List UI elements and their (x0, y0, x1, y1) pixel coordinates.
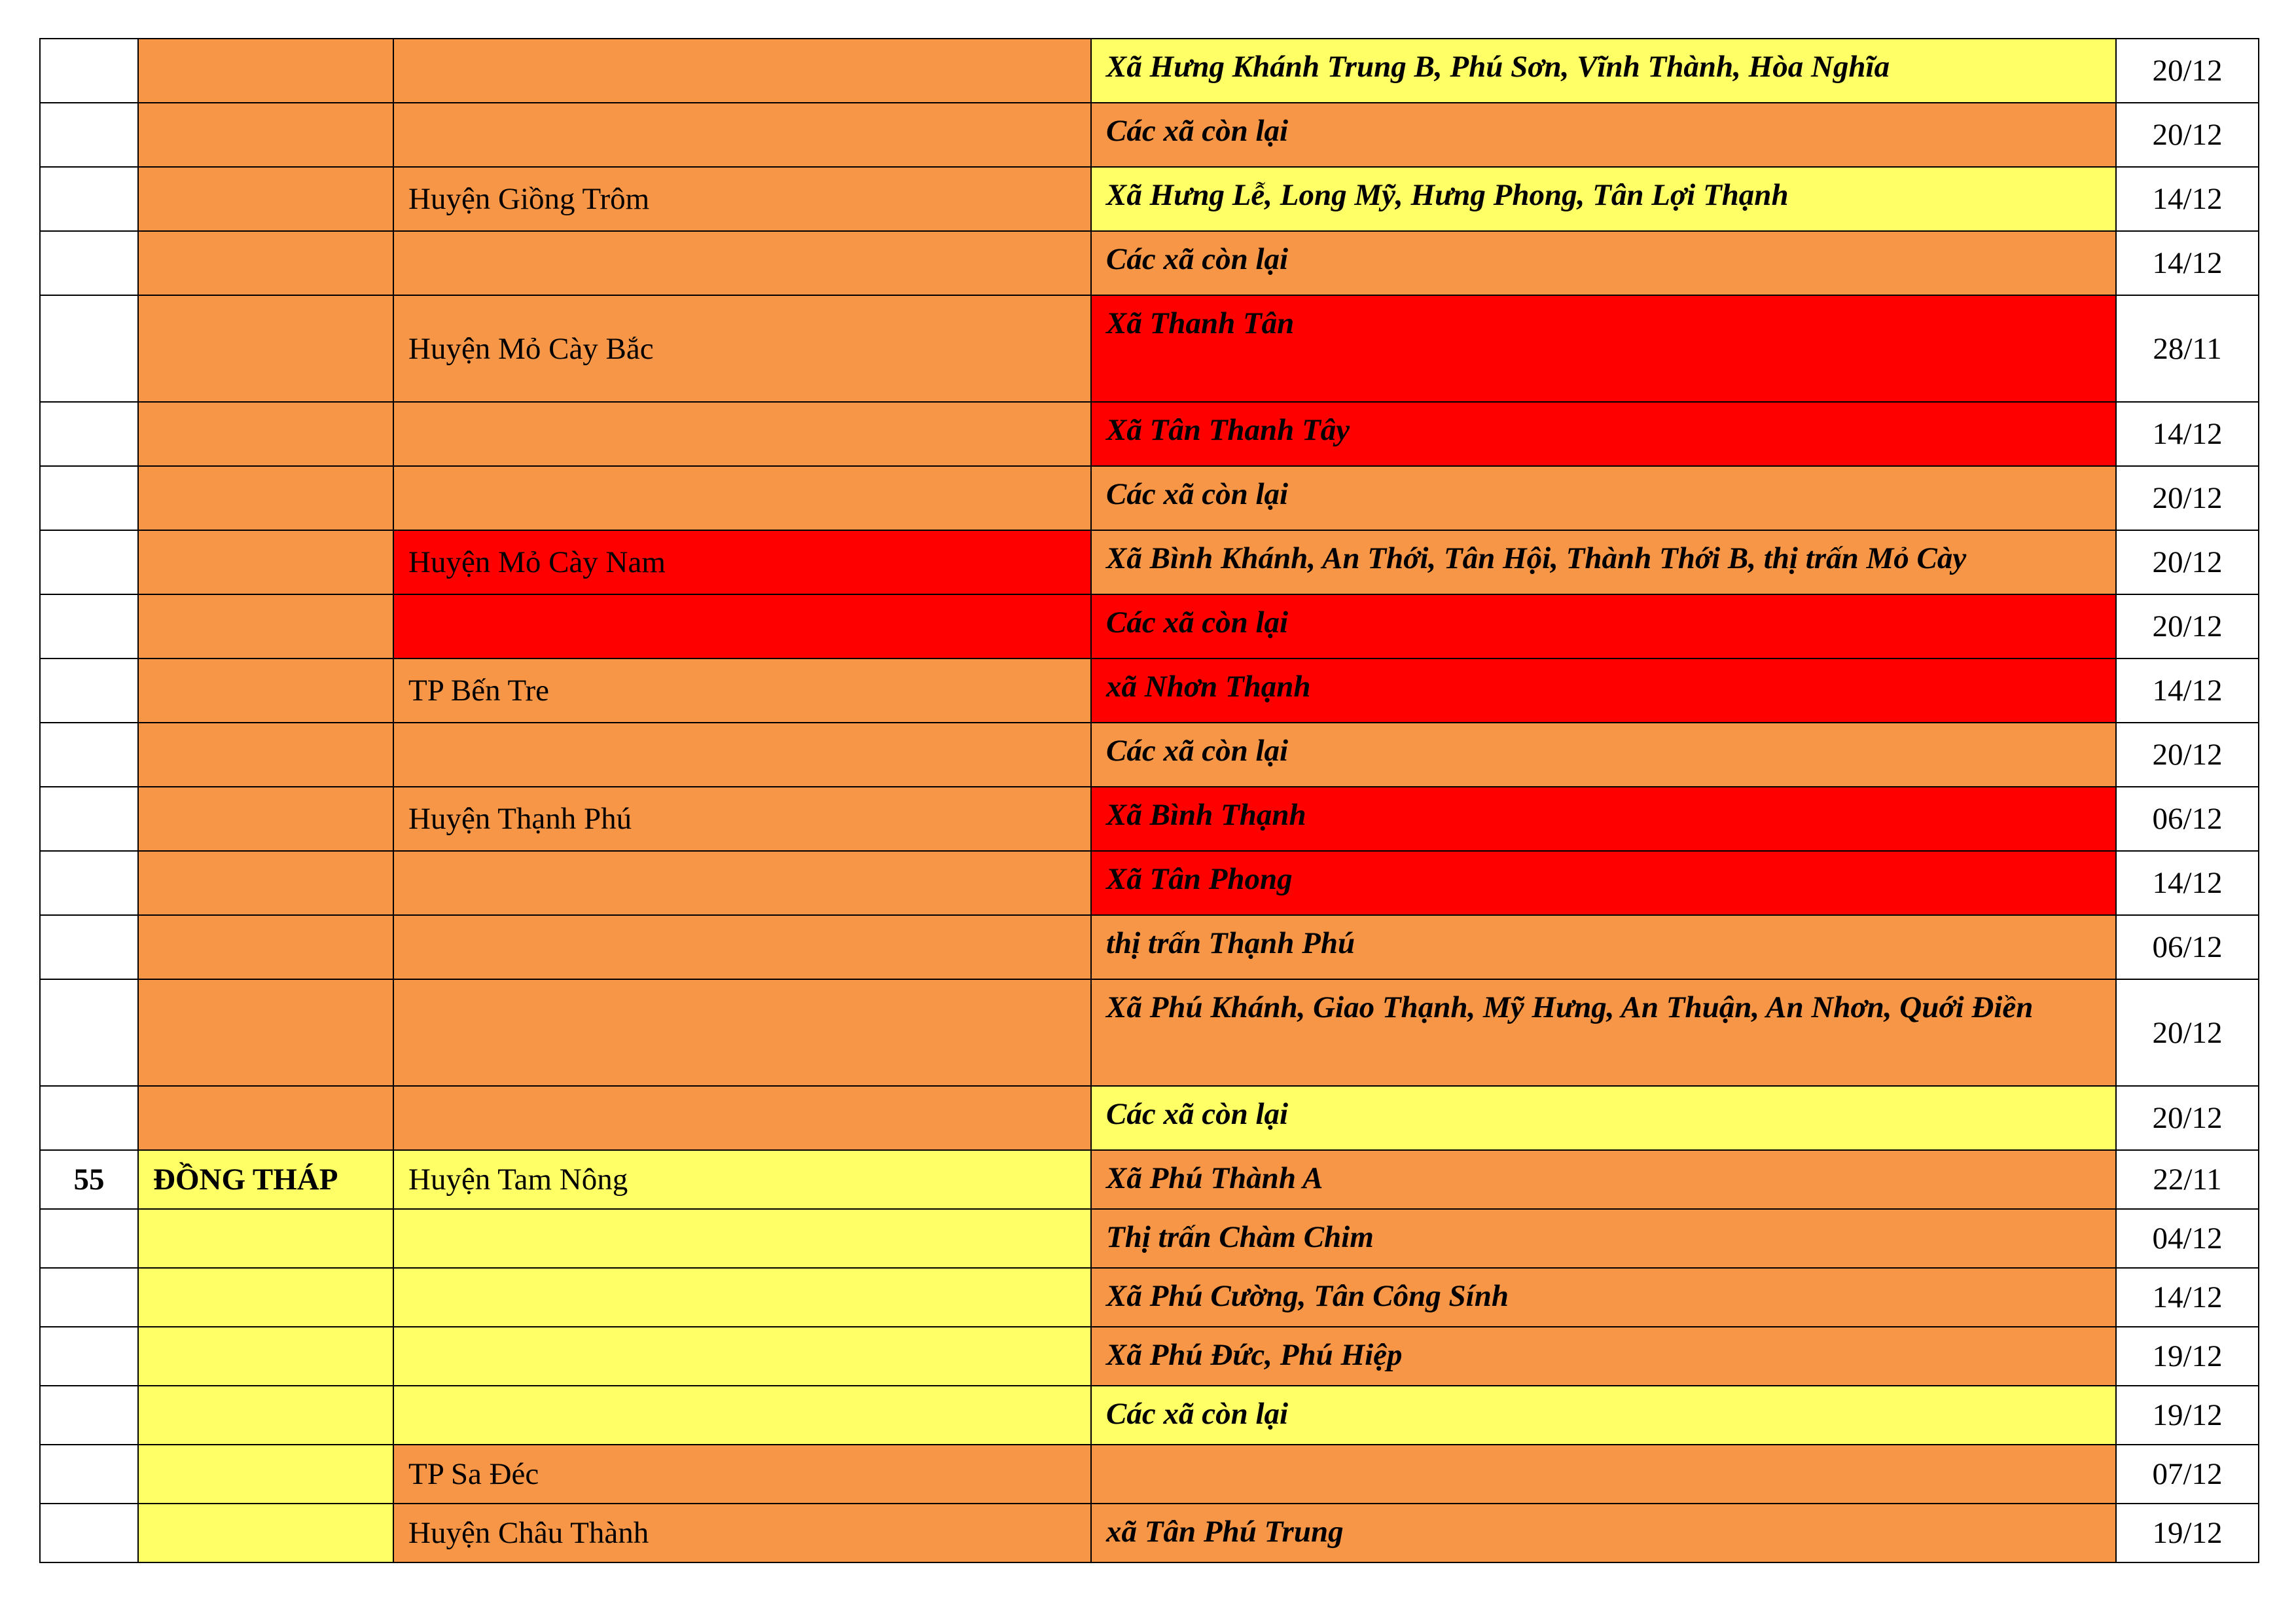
row-number (40, 103, 138, 167)
row-number (40, 1504, 138, 1562)
commune-schedule-table (39, 38, 2259, 1563)
row-number (40, 1327, 138, 1386)
date-cell: 19/12 (2116, 1327, 2259, 1386)
row-number (40, 851, 138, 915)
commune-cell: Xã Tân Phong (1091, 851, 2116, 915)
province-cell (138, 787, 393, 851)
province-cell (138, 402, 393, 466)
province-cell (138, 1268, 393, 1327)
district-cell (393, 723, 1091, 787)
date-cell: 14/12 (2116, 851, 2259, 915)
table-row (40, 231, 2259, 295)
date-cell: 14/12 (2116, 659, 2259, 723)
table-row (40, 1504, 2259, 1562)
province-cell (138, 1327, 393, 1386)
district-cell (393, 466, 1091, 530)
district-cell: Huyện Mỏ Cày Bắc (393, 295, 1091, 402)
province-cell (138, 659, 393, 723)
row-number (40, 915, 138, 979)
district-cell (393, 1086, 1091, 1150)
row-number (40, 594, 138, 659)
commune-cell: Xã Bình Khánh, An Thới, Tân Hội, Thành Thới B, thị trấn Mỏ Cày (1091, 530, 2116, 594)
date-cell: 20/12 (2116, 466, 2259, 530)
table-row (40, 787, 2259, 851)
district-cell (393, 402, 1091, 466)
province-cell (138, 39, 393, 103)
date-cell: 04/12 (2116, 1209, 2259, 1268)
commune-cell: Xã Phú Đức, Phú Hiệp (1091, 1327, 2116, 1386)
table-row (40, 1209, 2259, 1268)
date-cell: 07/12 (2116, 1445, 2259, 1504)
table-row (40, 1386, 2259, 1445)
commune-cell: Các xã còn lại (1091, 1386, 2116, 1445)
commune-cell: Xã Hưng Lễ, Long Mỹ, Hưng Phong, Tân Lợi Thạnh (1091, 167, 2116, 231)
date-cell: 28/11 (2116, 295, 2259, 402)
district-cell: Huyện Giồng Trôm (393, 167, 1091, 231)
row-number: 55 (40, 1150, 138, 1209)
province-cell (138, 915, 393, 979)
province-cell (138, 231, 393, 295)
row-number (40, 1209, 138, 1268)
commune-cell: thị trấn Thạnh Phú (1091, 915, 2116, 979)
district-cell (393, 1386, 1091, 1445)
district-cell (393, 1327, 1091, 1386)
province-cell (138, 103, 393, 167)
table-row (40, 402, 2259, 466)
table-row (40, 979, 2259, 1086)
row-number (40, 659, 138, 723)
row-number (40, 466, 138, 530)
document-page (39, 38, 2258, 1563)
district-cell: Huyện Thạnh Phú (393, 787, 1091, 851)
commune-cell: Xã Thanh Tân (1091, 295, 2116, 402)
commune-cell: Các xã còn lại (1091, 103, 2116, 167)
commune-cell: xã Nhơn Thạnh (1091, 659, 2116, 723)
province-cell (138, 851, 393, 915)
district-cell: Huyện Mỏ Cày Nam (393, 530, 1091, 594)
province-cell (138, 979, 393, 1086)
commune-cell: xã Tân Phú Trung (1091, 1504, 2116, 1562)
table-row (40, 659, 2259, 723)
commune-cell: Các xã còn lại (1091, 231, 2116, 295)
commune-cell: Xã Tân Thanh Tây (1091, 402, 2116, 466)
table-row (40, 1150, 2259, 1209)
date-cell: 14/12 (2116, 167, 2259, 231)
row-number (40, 231, 138, 295)
row-number (40, 1386, 138, 1445)
commune-cell: Xã Bình Thạnh (1091, 787, 2116, 851)
province-cell (138, 723, 393, 787)
date-cell: 06/12 (2116, 915, 2259, 979)
district-cell: TP Bến Tre (393, 659, 1091, 723)
province-cell (138, 530, 393, 594)
province-cell (138, 1504, 393, 1562)
date-cell: 19/12 (2116, 1504, 2259, 1562)
commune-cell: Xã Phú Khánh, Giao Thạnh, Mỹ Hưng, An Thuận, An Nhơn, Quới Điền (1091, 979, 2116, 1086)
commune-cell: Thị trấn Chàm Chim (1091, 1209, 2116, 1268)
date-cell: 20/12 (2116, 1086, 2259, 1150)
date-cell: 22/11 (2116, 1150, 2259, 1209)
province-cell (138, 295, 393, 402)
table-row (40, 103, 2259, 167)
row-number (40, 1268, 138, 1327)
date-cell: 20/12 (2116, 723, 2259, 787)
date-cell: 20/12 (2116, 39, 2259, 103)
district-cell: Huyện Tam Nông (393, 1150, 1091, 1209)
table-row (40, 1327, 2259, 1386)
row-number (40, 402, 138, 466)
district-cell (393, 1209, 1091, 1268)
commune-cell: Các xã còn lại (1091, 723, 2116, 787)
province-cell (138, 1209, 393, 1268)
date-cell: 14/12 (2116, 1268, 2259, 1327)
date-cell: 19/12 (2116, 1386, 2259, 1445)
row-number (40, 1086, 138, 1150)
table-row (40, 594, 2259, 659)
row-number (40, 295, 138, 402)
table-row (40, 1268, 2259, 1327)
commune-cell: Xã Phú Cường, Tân Công Sính (1091, 1268, 2116, 1327)
date-cell: 06/12 (2116, 787, 2259, 851)
district-cell: TP Sa Đéc (393, 1445, 1091, 1504)
table-row (40, 39, 2259, 103)
row-number (40, 723, 138, 787)
district-cell (393, 915, 1091, 979)
table-row (40, 295, 2259, 402)
district-cell (393, 231, 1091, 295)
date-cell: 20/12 (2116, 594, 2259, 659)
date-cell: 20/12 (2116, 103, 2259, 167)
commune-cell: Xã Hưng Khánh Trung B, Phú Sơn, Vĩnh Thành, Hòa Nghĩa (1091, 39, 2116, 103)
commune-cell: Các xã còn lại (1091, 466, 2116, 530)
district-cell (393, 103, 1091, 167)
district-cell: Huyện Châu Thành (393, 1504, 1091, 1562)
province-cell (138, 167, 393, 231)
district-cell (393, 1268, 1091, 1327)
district-cell (393, 594, 1091, 659)
table-row (40, 1086, 2259, 1150)
row-number (40, 167, 138, 231)
commune-cell: Các xã còn lại (1091, 594, 2116, 659)
row-number (40, 39, 138, 103)
commune-cell: Xã Phú Thành A (1091, 1150, 2116, 1209)
district-cell (393, 39, 1091, 103)
table-body (40, 39, 2259, 1562)
province-cell: ĐỒNG THÁP (138, 1150, 393, 1209)
province-cell (138, 1386, 393, 1445)
table-row (40, 530, 2259, 594)
province-cell (138, 466, 393, 530)
date-cell: 14/12 (2116, 231, 2259, 295)
commune-cell (1091, 1445, 2116, 1504)
row-number (40, 1445, 138, 1504)
table-row (40, 851, 2259, 915)
date-cell: 20/12 (2116, 979, 2259, 1086)
province-cell (138, 594, 393, 659)
table-row (40, 466, 2259, 530)
province-cell (138, 1086, 393, 1150)
row-number (40, 530, 138, 594)
table-row (40, 167, 2259, 231)
date-cell: 20/12 (2116, 530, 2259, 594)
province-cell (138, 1445, 393, 1504)
row-number (40, 979, 138, 1086)
district-cell (393, 851, 1091, 915)
table-row (40, 915, 2259, 979)
table-row (40, 1445, 2259, 1504)
district-cell (393, 979, 1091, 1086)
table-row (40, 723, 2259, 787)
row-number (40, 787, 138, 851)
commune-cell: Các xã còn lại (1091, 1086, 2116, 1150)
date-cell: 14/12 (2116, 402, 2259, 466)
